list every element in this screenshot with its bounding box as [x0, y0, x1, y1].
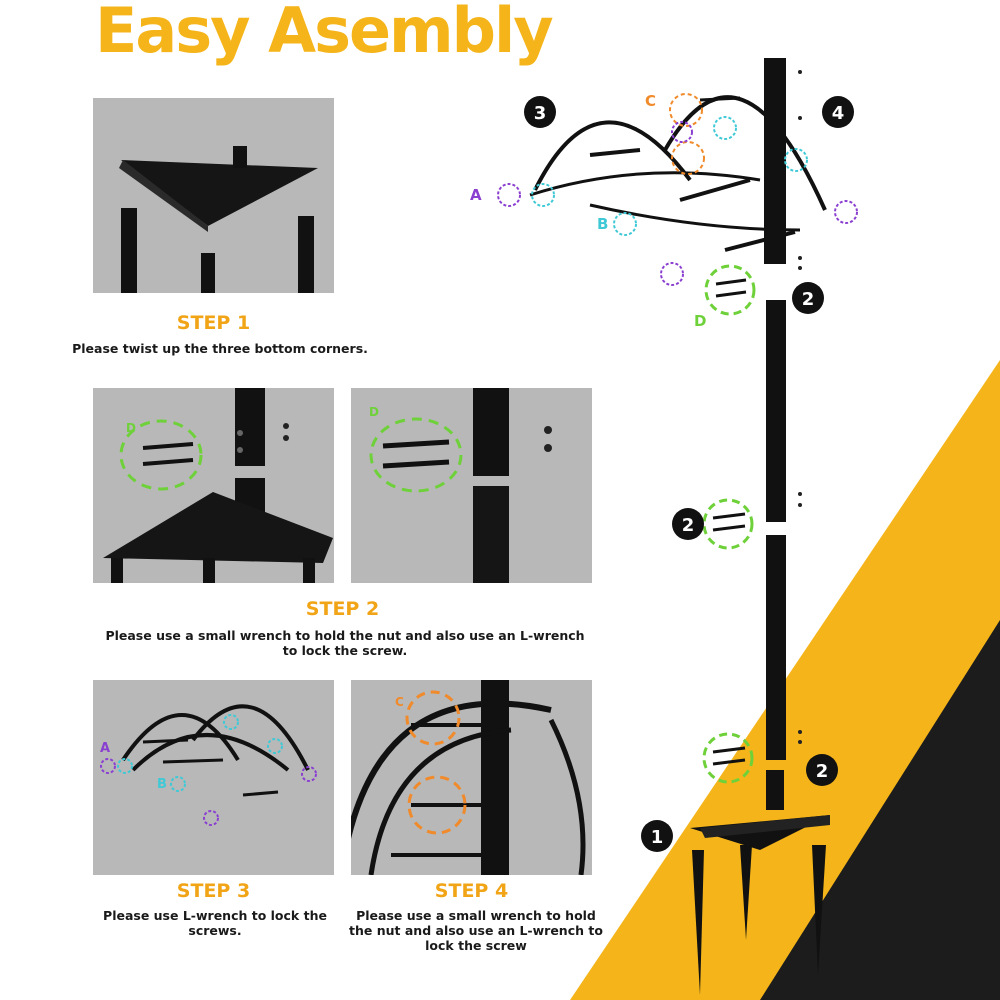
step4-title: STEP 4	[434, 880, 509, 902]
part-label-d: D	[694, 312, 707, 330]
step2-title: STEP 2	[305, 598, 380, 620]
part-number-1: 1	[650, 827, 664, 848]
part-label-c: C	[645, 92, 657, 110]
svg-text:B: B	[157, 777, 167, 792]
part-number-2: 2	[681, 515, 695, 536]
step2-desc-line: to lock the screw.	[282, 643, 408, 658]
page-title: Easy Asembly	[95, 0, 552, 67]
step3-desc-line: screws.	[188, 923, 242, 938]
step4-desc-line: the nut and also use an L-wrench to	[349, 923, 603, 938]
svg-text:D: D	[369, 405, 379, 419]
step1-desc-line: Please twist up the three bottom corners.	[72, 341, 368, 356]
step3-title: STEP 3	[176, 880, 251, 902]
svg-text:A: A	[100, 741, 111, 756]
step3-desc-line: Please use L-wrench to lock the	[103, 908, 327, 923]
part-number-2: 2	[815, 761, 829, 782]
step1-title: STEP 1	[176, 312, 251, 334]
part-label-b: B	[597, 215, 609, 233]
step4-desc-line: lock the screw	[425, 938, 527, 953]
part-label-d: D	[126, 421, 136, 435]
part-number-4: 4	[831, 103, 845, 124]
svg-text:C: C	[395, 695, 404, 709]
part-number-3: 3	[533, 103, 547, 124]
step2-desc-line: Please use a small wrench to hold the nut and also use an L-wrench	[105, 628, 585, 643]
part-number-2: 2	[801, 289, 815, 310]
part-label-a: A	[470, 186, 482, 204]
step4-desc-line: Please use a small wrench to hold	[356, 908, 596, 923]
